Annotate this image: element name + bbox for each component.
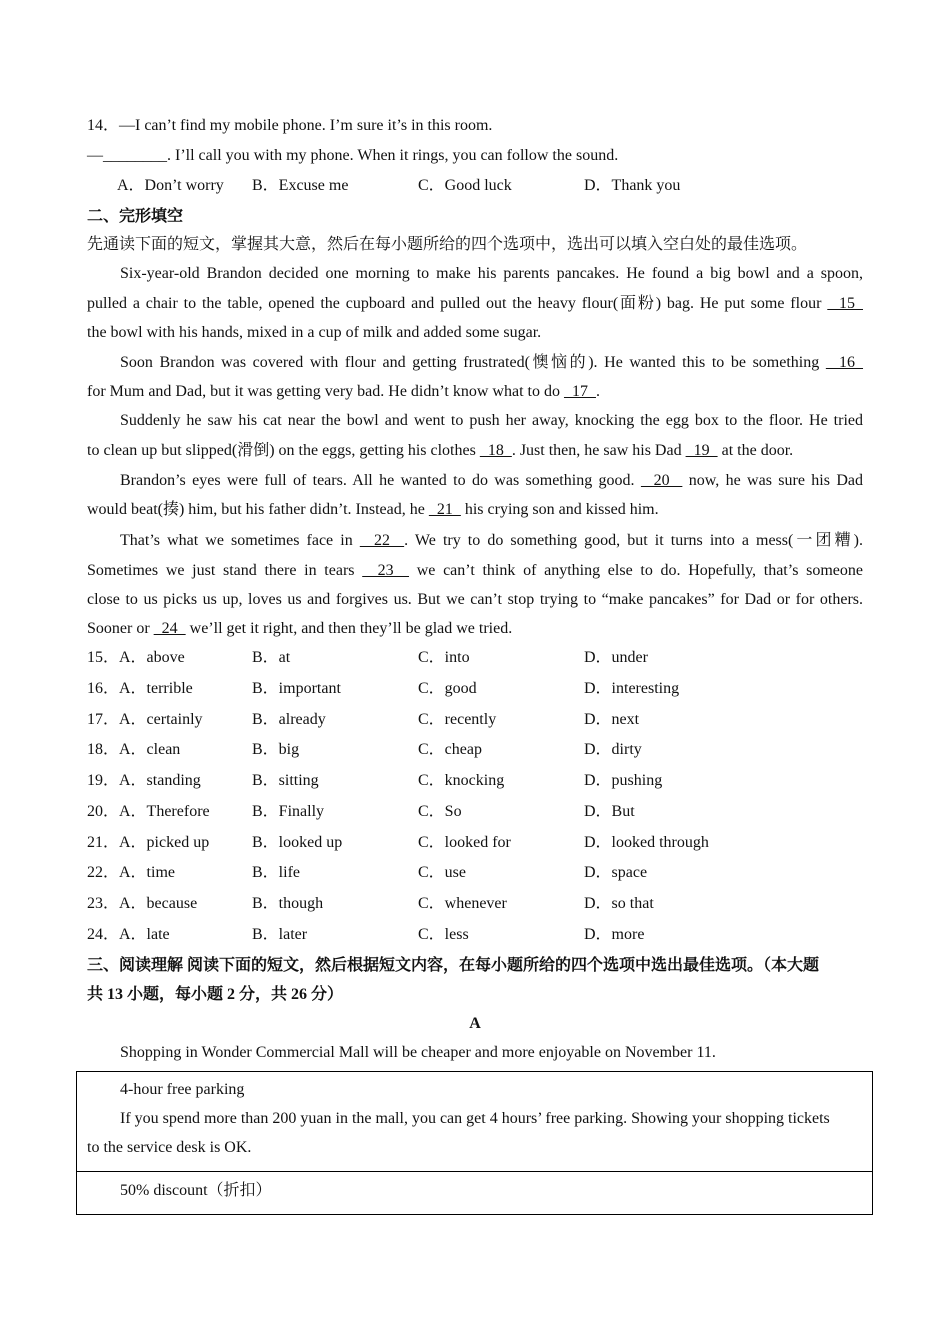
blank-21: 21 [428,501,461,518]
q18-option-b: B．big [252,741,300,758]
blank-16: 16 [825,354,864,371]
q14-option-d: D．Thank you [584,177,681,194]
passage-intro: Shopping in Wonder Commercial Mall will be cheaper and more enjoyable on November 11. [120,1044,716,1061]
p5-line2: Sometimes we just stand there in tears 23 we can’t think of anything else to do. Hopefully, that’s someone [87,562,863,579]
q16-option-d: D．interesting [584,680,680,697]
q23-option-d: D．so that [584,895,654,912]
blank-20: 20 [640,472,683,489]
p5-line4: Sooner or 24 we’ll get it right, and then they’ll be glad we tried. [87,620,513,637]
p2-line1: Soon Brandon was covered with flour and getting frustrated(懊恼的). He wanted this to be something 16 [120,354,864,371]
q16-option-a: 16．A．terrible [87,680,193,697]
q14-stem: 14．—I can’t find my mobile phone. I’m sure it’s in this room. [87,117,493,134]
q21-option-a: 21．A．picked up [87,834,210,851]
q16-option-b: B．important [252,680,341,697]
section2-title: 二、完形填空 [87,208,184,225]
discount-heading: 50% discount（折扣） [120,1182,272,1199]
q17-option-b: B．already [252,711,326,728]
q21-option-b: B．looked up [252,834,343,851]
q18-option-d: D．dirty [584,741,642,758]
q17-option-d: D．next [584,711,640,728]
q15-option-b: B．at [252,649,291,666]
blank-17: 17 [563,383,596,400]
info-box-discount [76,1171,873,1215]
section3-title-line2: 共 13 小题，每小题 2 分，共 26 分） [87,986,344,1003]
q24-option-c: C．less [418,926,469,943]
q22-option-a: 22．A．time [87,864,175,881]
blank-24: 24 [153,620,186,637]
q14-option-a: A．Don’t worry [117,177,224,194]
q15-option-d: D．under [584,649,648,666]
q22-option-b: B．life [252,864,300,881]
q23-option-c: C．whenever [418,895,507,912]
q23-option-b: B．though [252,895,324,912]
q20-option-b: B．Finally [252,803,325,820]
q15-option-c: C．into [418,649,470,666]
q16-option-c: C．good [418,680,477,697]
q23-option-a: 23．A．because [87,895,198,912]
q18-option-a: 18．A．clean [87,741,181,758]
blank-18: 18 [479,442,512,459]
blank-19: 19 [685,442,718,459]
info-box-parking [76,1071,873,1172]
p1-line2: pulled a chair to the table, opened the cupboard and pulled out the heavy flour(面粉) bag. He put some flour 15 [87,295,863,312]
parking-heading: 4-hour free parking [120,1081,245,1098]
p4-line2: would beat(揍) him, but his father didn’t. Instead, he 21 his crying son and kissed him. [87,501,659,518]
q19-option-c: C．knocking [418,772,505,789]
parking-text-line1: If you spend more than 200 yuan in the mall, you can get 4 hours’ free parking. Showing your shopping tickets [120,1110,830,1127]
q14-option-b: B．Excuse me [252,177,349,194]
p1-line1: Six-year-old Brandon decided one morning to make his parents pancakes. He found a big bowl and a spoon, [120,265,863,282]
p5-line3: close to us picks us up, loves us and forgives us. But we can’t stop trying to “make pancakes” for Dad or for others. [87,591,863,608]
q14-reply: —________. I’ll call you with my phone. When it rings, you can follow the sound. [87,147,619,164]
p4-line1: Brandon’s eyes were full of tears. All he wanted to do was something good. 20 now, he was sure his Dad [120,472,863,489]
p5-line1: That’s what we sometimes face in 22 . We try to do something good, but it turns into a mess(一团糟). [120,532,864,549]
q22-option-d: D．space [584,864,648,881]
passage-label: A [469,1015,481,1032]
q20-option-d: D．But [584,803,635,820]
q24-option-b: B．later [252,926,308,943]
q19-option-b: B．sitting [252,772,319,789]
blank-22: 22 [359,532,405,549]
q19-option-a: 19．A．standing [87,772,201,789]
parking-text-line2: to the service desk is OK. [87,1139,252,1156]
q24-option-d: D．more [584,926,645,943]
q21-option-c: C．looked for [418,834,511,851]
p2-line2: for Mum and Dad, but it was getting very bad. He didn’t know what to do 17 . [87,383,600,400]
q22-option-c: C．use [418,864,467,881]
p1-line3: the bowl with his hands, mixed in a cup of milk and added some sugar. [87,324,542,341]
blank-23: 23 [362,562,410,579]
q18-option-c: C．cheap [418,741,482,758]
q15-option-a: 15．A．above [87,649,185,666]
section2-instruction: 先通读下面的短文，掌握其大意，然后在每小题所给的四个选项中，选出可以填入空白处的最佳选项。 [87,236,808,253]
q19-option-d: D．pushing [584,772,663,789]
q20-option-c: C．So [418,803,462,820]
q17-option-c: C．recently [418,711,497,728]
p3-line2: to clean up but slipped(滑倒) on the eggs, getting his clothes 18 . Just then, he saw his Dad 19 at the door. [87,442,794,459]
blank-15: 15 [827,295,863,312]
q14-option-c: C．Good luck [418,177,512,194]
q17-option-a: 17．A．certainly [87,711,203,728]
section3-title-line1: 三、阅读理解 阅读下面的短文，然后根据短文内容，在每小题所给的四个选项中选出最佳选项。（本大题 [87,957,820,974]
q21-option-d: D．looked through [584,834,709,851]
q24-option-a: 24．A．late [87,926,170,943]
q20-option-a: 20．A．Therefore [87,803,210,820]
p3-line1: Suddenly he saw his cat near the bowl and went to push her away, knocking the egg box to the floor. He tried [120,412,863,429]
